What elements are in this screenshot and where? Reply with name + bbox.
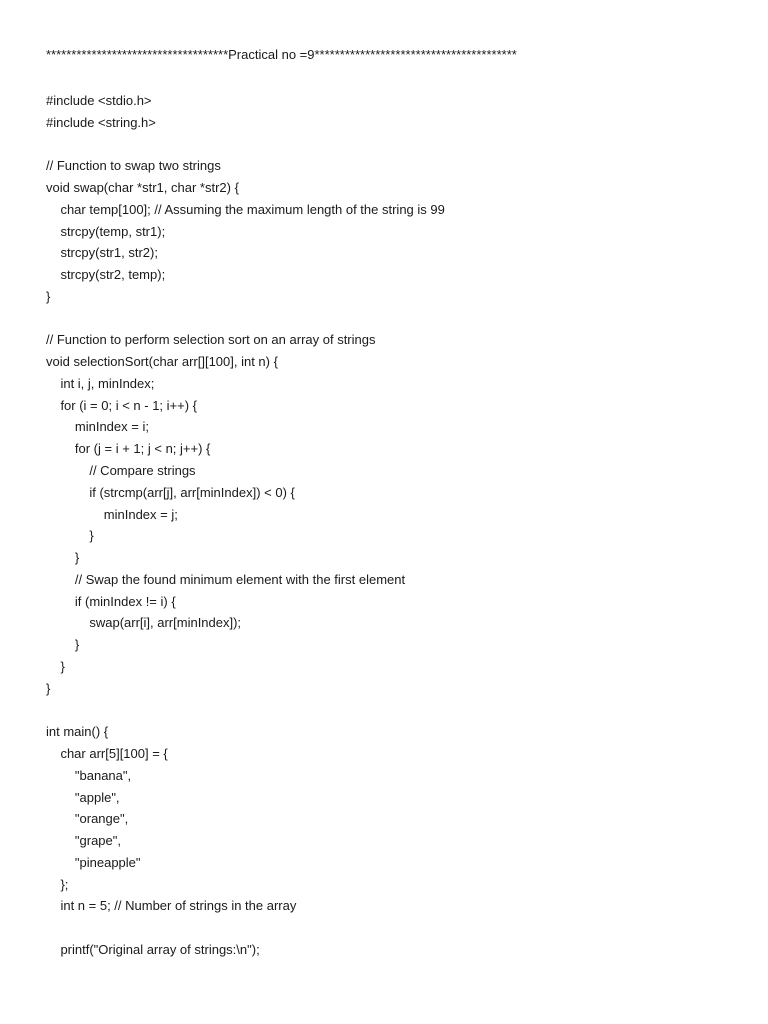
code-line: char temp[100]; // Assuming the maximum length of the string is 99: [46, 201, 445, 217]
code-line: strcpy(temp, str1);: [46, 223, 166, 239]
code-line: // Compare strings: [46, 463, 196, 479]
code-line: }: [46, 550, 80, 566]
code-line: int i, j, minIndex;: [46, 375, 155, 391]
code-line: "grape",: [46, 833, 121, 849]
code-line: char arr[5][100] = {: [46, 745, 168, 761]
code-line: for (i = 0; i < n - 1; i++) {: [46, 397, 198, 413]
code-line: void swap(char *str1, char *str2) {: [46, 180, 239, 196]
code-line: #include <stdio.h>: [46, 93, 152, 108]
code-line: "apple",: [46, 789, 120, 805]
code-line: swap(arr[i], arr[minIndex]);: [46, 615, 242, 631]
code-line: "banana",: [46, 767, 132, 783]
code-line: }: [46, 288, 51, 304]
code-line: int n = 5; // Number of strings in the array: [46, 898, 297, 914]
code-line: [46, 134, 736, 156]
code-line: // Function to perform selection sort on an array of strings: [46, 332, 376, 348]
code-line: int main() {: [46, 724, 109, 740]
code-line: #include <string.h>: [46, 114, 156, 130]
code-line: "orange",: [46, 811, 129, 827]
code-line: [46, 917, 736, 939]
code-line: // Swap the found minimum element with the first element: [46, 571, 406, 587]
code-line: strcpy(str1, str2);: [46, 245, 158, 261]
code-line: if (strcmp(arr[j], arr[minIndex]) < 0) {: [46, 484, 295, 500]
code-line: [46, 308, 736, 330]
code-line: for (j = i + 1; j < n; j++) {: [46, 441, 211, 457]
code-line: printf("Original array of strings:\n");: [46, 941, 260, 957]
code-line: };: [46, 876, 69, 892]
code-line: }: [46, 528, 94, 544]
code-line: strcpy(str2, temp);: [46, 267, 166, 283]
code-line: minIndex = j;: [46, 506, 178, 522]
code-line: // Function to swap two strings: [46, 158, 221, 174]
practical-header: ************************************Practical no =9****************************************: [46, 47, 517, 62]
code-line: }: [46, 637, 80, 653]
code-line: [46, 699, 736, 721]
code-line: minIndex = i;: [46, 419, 149, 435]
code-line: }: [46, 658, 65, 674]
code-line: void selectionSort(char arr[][100], int n) {: [46, 354, 278, 370]
code-line: "pineapple": [46, 854, 141, 870]
code-line: if (minIndex != i) {: [46, 593, 176, 609]
code-line: }: [46, 680, 51, 696]
code-block: [46, 90, 736, 961]
